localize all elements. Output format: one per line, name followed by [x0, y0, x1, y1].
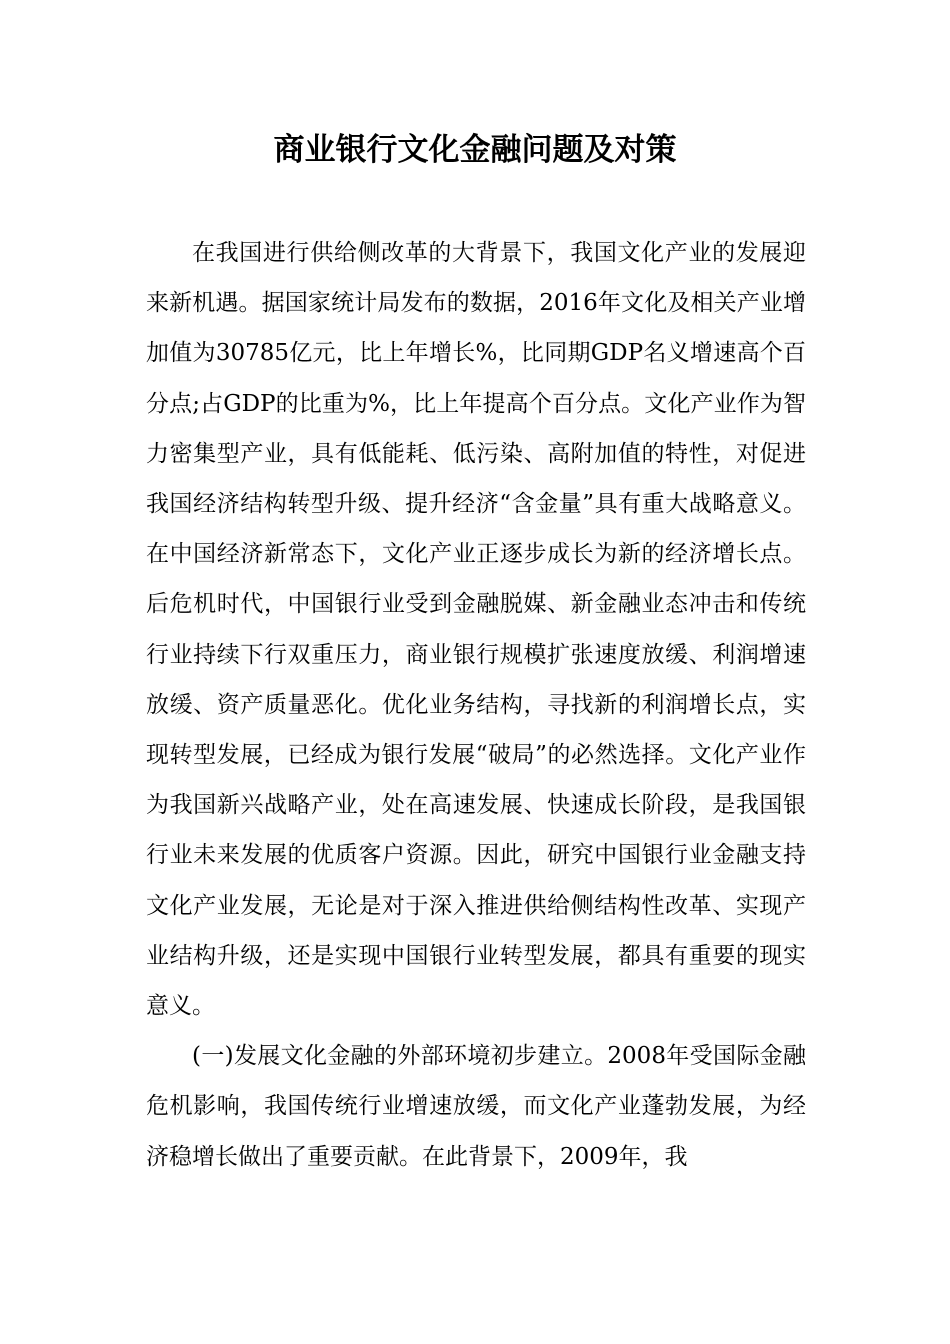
document-body: [146, 228, 806, 1182]
document-title: 商业银行文化金融问题及对策: [273, 132, 677, 168]
paragraph: 在我国进行供给侧改革的大背景下，我国文化产业的发展迎来新机遇。据国家统计局发布的数据，2016年文化及相关产业增加值为30785亿元，比上年增长%，比同期GDP名义增速高个百分点;占GDP的比重为%，比上年提高个百分点。文化产业作为智力密集型产业，具有低能耗、低污染、高附加值的特性，对促进我国经济结构转型升级、提升经济“含金量”具有重大战略意义。在中国经济新常态下，文化产业正逐步成长为新的经济增长点。后危机时代，中国银行业受到金融脱媒、新金融业态冲击和传统行业持续下行双重压力，商业银行规模扩张速度放缓、利润增速放缓、资产质量恶化。优化业务结构，寻找新的利润增长点，实现转型发展，已经成为银行发展“破局”的必然选择。文化产业作为我国新兴战略产业，处在高速发展、快速成长阶段，是我国银行业未来发展的优质客户资源。因此，研究中国银行业金融支持文化产业发展，无论是对于深入推进供给侧结构性改革、实现产业结构升级，还是实现中国银行业转型发展，都具有重要的现实意义。: [146, 240, 806, 1020]
paragraph: (一)发展文化金融的外部环境初步建立。2008年受国际金融危机影响，我国传统行业增速放缓，而文化产业蓬勃发展，为经济稳增长做出了重要贡献。在此背景下，2009年，我: [146, 1043, 806, 1170]
